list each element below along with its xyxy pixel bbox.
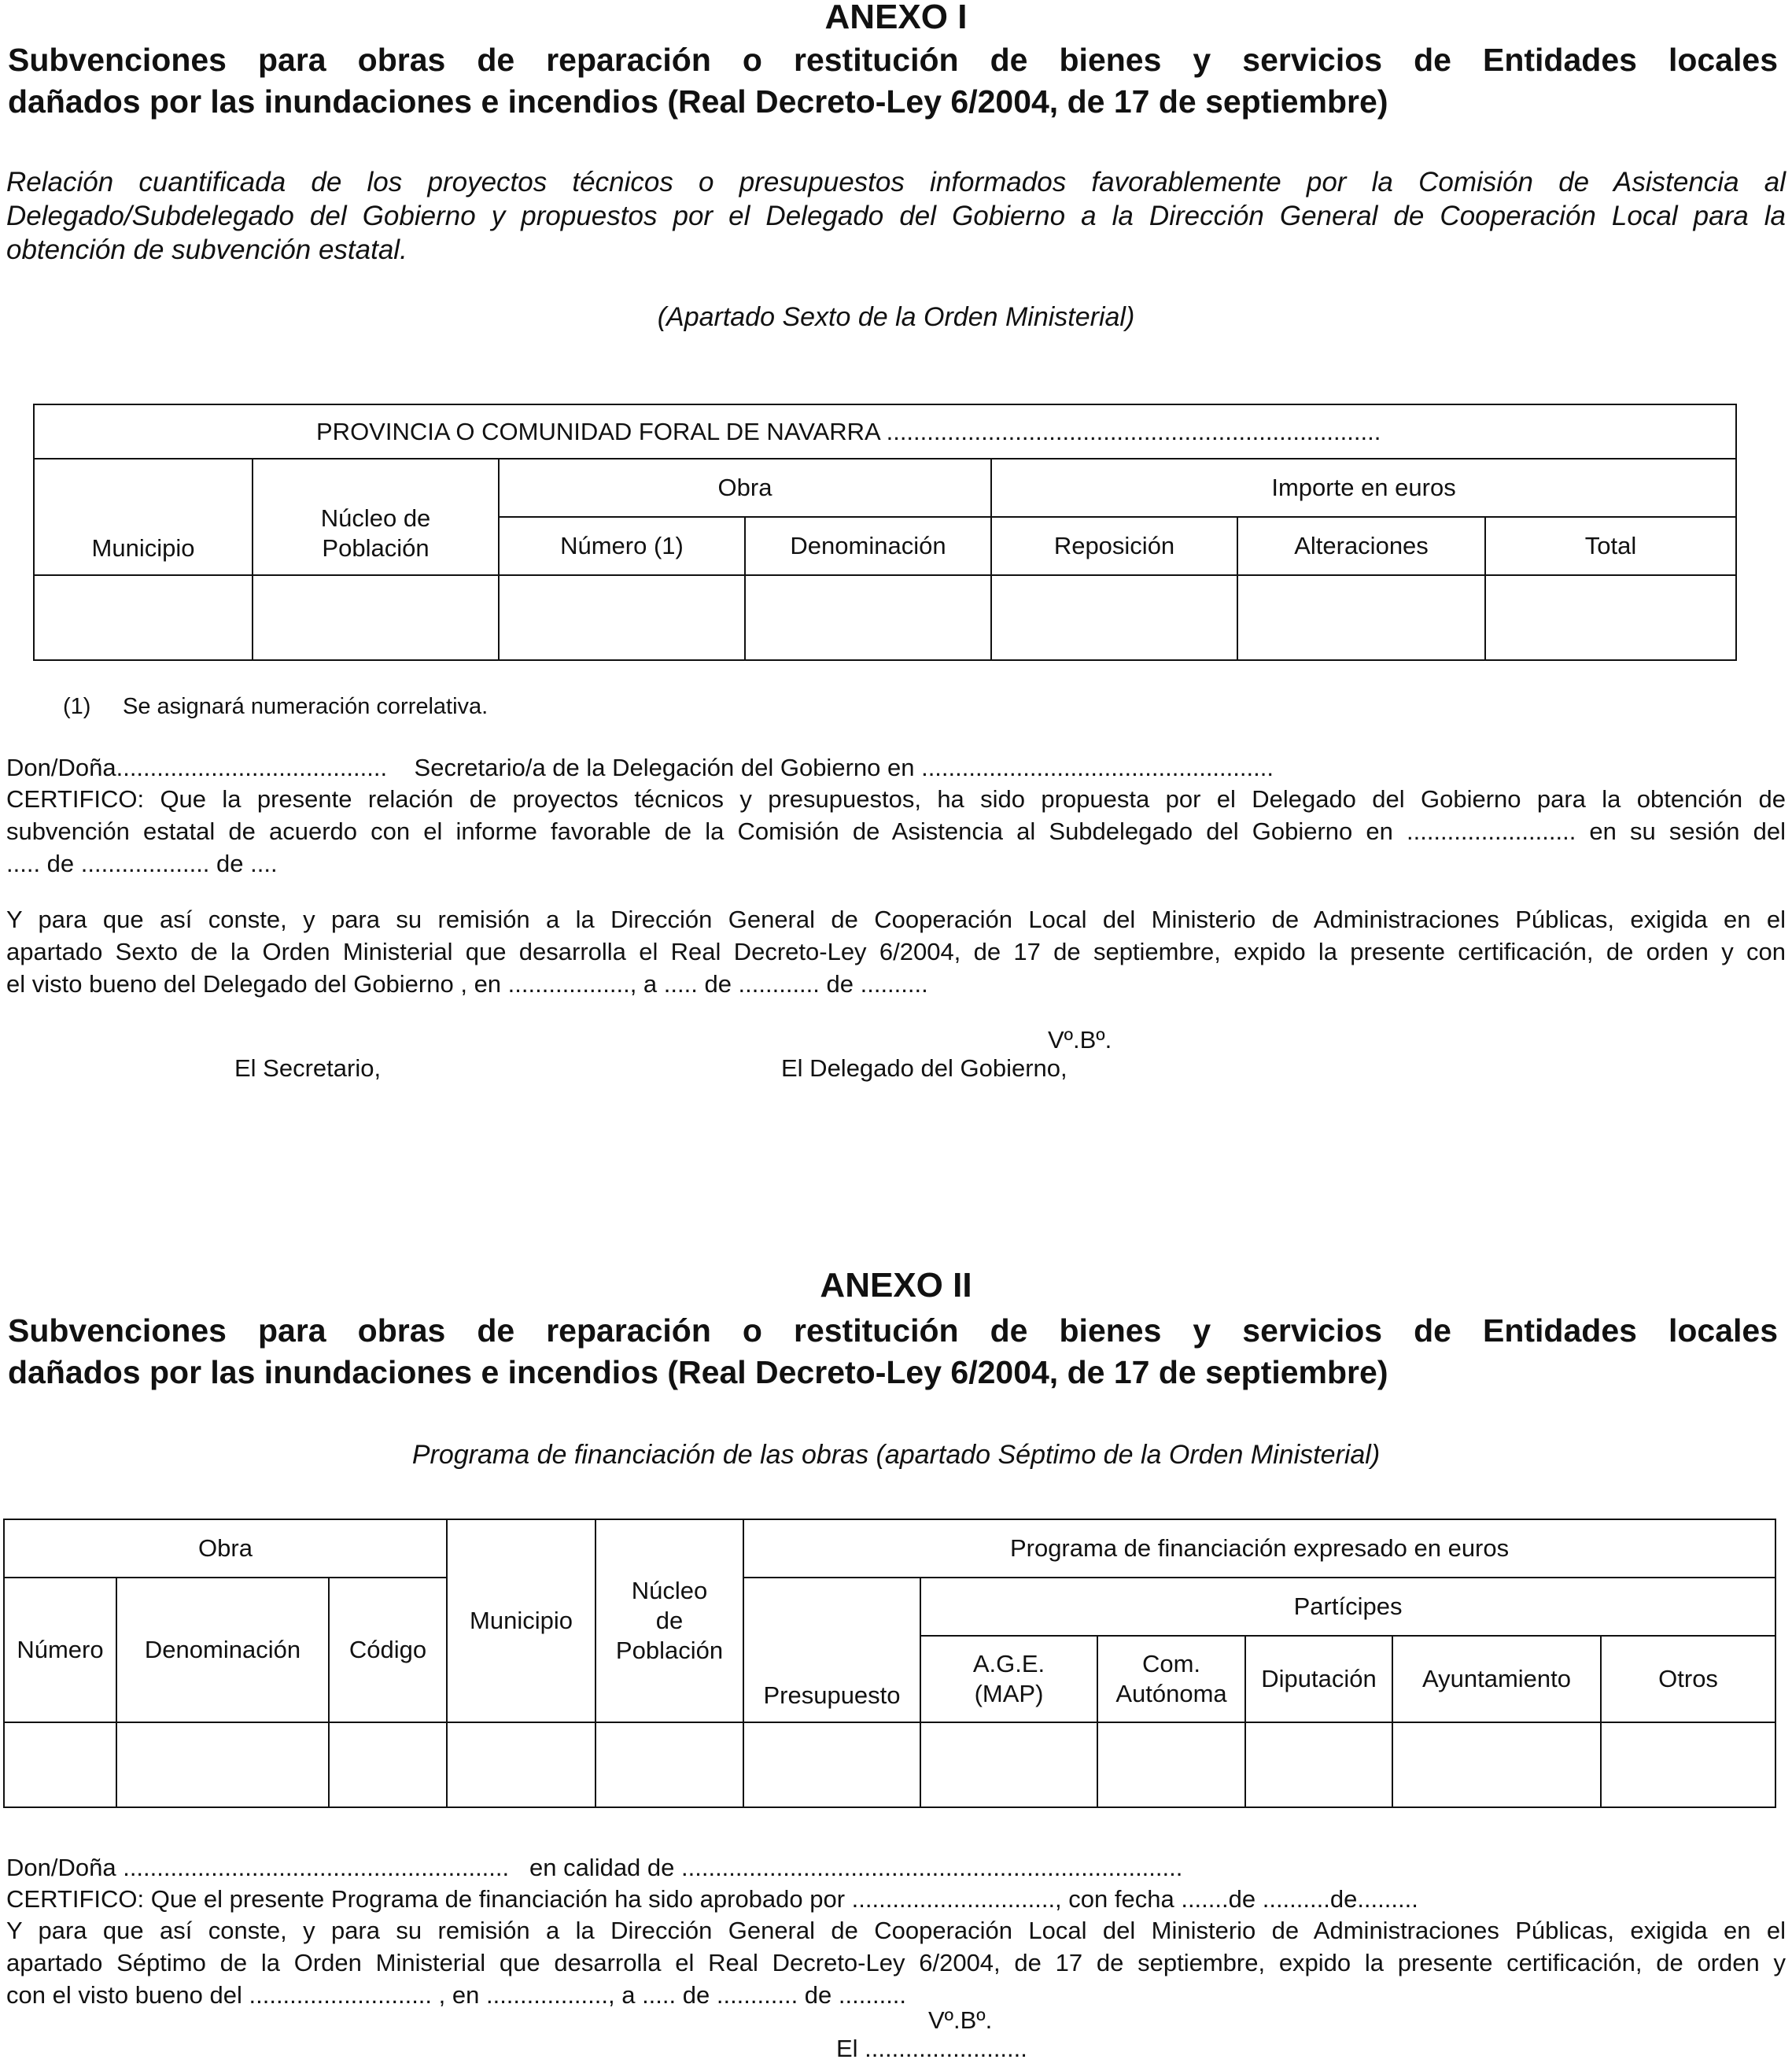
anexo-ii-title	[8, 1310, 1778, 1393]
col-nucleo: Núcleo de Población	[253, 459, 499, 575]
cert-line1: CERTIFICO: Que la presente relación de proyectos técnicos y presupuestos, ha sido propuesta por el Delegado del Gobierno para la obtención de	[6, 785, 1786, 813]
anexo-i-relacion	[6, 165, 1786, 267]
ii-ypara-line1: Y para que así conste, y para su remisión a la Dirección General de Cooperación Local del Ministerio de Administraciones Públicas, exigida en el	[6, 1917, 1786, 1944]
provincia-header: PROVINCIA O COMUNIDAD FORAL DE NAVARRA .........................................................................	[34, 404, 1736, 459]
col-total: Total	[1485, 517, 1736, 575]
anexo-i-don-line: Don/Doña........................................ Secretario/a de la Delegación del Gobierno en ....................................................	[6, 754, 1274, 781]
table-cell	[499, 575, 745, 660]
ypara-line1: Y para que así conste, y para su remisión a la Dirección General de Cooperación Local del Ministerio de Administraciones Públicas, exigida en el	[6, 906, 1786, 933]
anexo-i-vobo: Vº.Bº.	[1048, 1026, 1112, 1054]
anexo-i-title	[8, 39, 1778, 123]
table-cell	[1601, 1722, 1775, 1807]
anexo-ii-heading: ANEXO II	[820, 1266, 972, 1305]
table-cell	[1097, 1722, 1245, 1807]
col-codigo: Código	[329, 1578, 447, 1722]
table-cell	[447, 1722, 595, 1807]
ii-ypara-line3: con el visto bueno del ........................... , en .................., a ..... de ............ de ..........	[6, 1981, 907, 2009]
table-cell	[1237, 575, 1485, 660]
table-cell	[745, 575, 991, 660]
cert-line3: ..... de ................... de ....	[6, 850, 278, 877]
anexo-ii-certifico: CERTIFICO: Que el presente Programa de financiación ha sido aprobado por .............................., con fecha .......de ..........de.........	[6, 1885, 1418, 1913]
relacion-line1: Relación cuantificada de los proyectos técnicos o presupuestos informados favorablemente por la Comisión de Asistencia al	[6, 167, 1786, 197]
table-cell	[1392, 1722, 1601, 1807]
col-numero: Número	[4, 1578, 116, 1722]
footnote-text: Se asignará numeración correlativa.	[123, 694, 489, 719]
anexo-ii-vobo: Vº.Bº.	[928, 2006, 993, 2034]
col-obra: Obra	[4, 1519, 447, 1578]
table-cell	[991, 575, 1237, 660]
table-cell	[595, 1722, 743, 1807]
table-cell	[743, 1722, 920, 1807]
anexo-ii-don-line: Don/Doña ......................................................... en calidad de ..........................................................................	[6, 1854, 1183, 1881]
col-reposicion: Reposición	[991, 517, 1237, 575]
col-denominacion: Denominación	[745, 517, 991, 575]
col-municipio: Municipio	[447, 1519, 595, 1722]
col-com-autonoma: Com. Autónoma	[1097, 1636, 1245, 1722]
col-nucleo: Núcleo de Población	[595, 1519, 743, 1722]
table-cell	[329, 1722, 447, 1807]
col-denominacion: Denominación	[116, 1578, 329, 1722]
col-alteraciones: Alteraciones	[1237, 517, 1485, 575]
anexo-ii-programa: Programa de financiación de las obras (apartado Séptimo de la Orden Ministerial)	[411, 1440, 1381, 1470]
anexo-i-heading: ANEXO I	[824, 0, 968, 36]
col-importe: Importe en euros	[991, 459, 1736, 517]
relacion-line3: obtención de subvención estatal.	[6, 234, 407, 265]
col-presupuesto: Presupuesto	[743, 1578, 920, 1722]
anexo-ii-title-line2: dañados por las inundaciones e incendios (Real Decreto-Ley 6/2004, de 17 de septiembre)	[8, 1354, 1388, 1390]
secretario-signature: El Secretario,	[234, 1054, 382, 1082]
col-programa: Programa de financiación expresado en euros	[743, 1519, 1775, 1578]
relacion-line2: Delegado/Subdelegado del Gobierno y propuestos por el Delegado del Gobierno a la Dirección General de Cooperación Local para la	[6, 201, 1786, 231]
col-numero: Número (1)	[499, 517, 745, 575]
cert-line2: subvención estatal de acuerdo con el informe favorable de la Comisión de Asistencia al Subdelegado del Gobierno en ......................... en su sesión del	[6, 817, 1786, 845]
anexo-i-certifico	[6, 783, 1786, 880]
delegado-signature: El Delegado del Gobierno,	[781, 1054, 1067, 1082]
anexo-i-title-line2: dañados por las inundaciones e incendios (Real Decreto-Ley 6/2004, de 17 de septiembre)	[8, 83, 1388, 120]
table-cell	[253, 575, 499, 660]
col-age: A.G.E. (MAP)	[920, 1636, 1097, 1722]
footnote-number: (1)	[63, 694, 91, 719]
col-ayuntamiento: Ayuntamiento	[1392, 1636, 1601, 1722]
ypara-line2: apartado Sexto de la Orden Ministerial que desarrolla el Real Decreto-Ley 6/2004, de 17 de septiembre, expido la presente certificación, de orden y con	[6, 938, 1786, 965]
anexo-ii-title-line1: Subvenciones para obras de reparación o restitución de bienes y servicios de Entidades locales	[8, 1312, 1778, 1349]
ii-ypara-line2: apartado Séptimo de la Orden Ministerial que desarrolla el Real Decreto-Ley 6/2004, de 17 de septiembre, expido la presente certificación, de orden y	[6, 1949, 1786, 1976]
anexo-ii-el-line: El ........................	[836, 2035, 1027, 2062]
anexo-i-y-para	[6, 903, 1786, 1000]
anexo-i-title-line1: Subvenciones para obras de reparación o restitución de bienes y servicios de Entidades locales	[8, 42, 1778, 78]
table-cell	[34, 575, 253, 660]
col-participes: Partícipes	[920, 1578, 1775, 1636]
anexo-ii-table	[3, 1519, 1776, 1808]
anexo-i-table	[33, 404, 1737, 661]
table-cell	[4, 1722, 116, 1807]
table-cell	[1245, 1722, 1392, 1807]
table-cell	[920, 1722, 1097, 1807]
anexo-i-apartado: (Apartado Sexto de la Orden Ministerial)	[657, 302, 1135, 332]
col-otros: Otros	[1601, 1636, 1775, 1722]
col-obra: Obra	[499, 459, 991, 517]
ypara-line3: el visto bueno del Delegado del Gobierno , en .................., a ..... de ............ de ..........	[6, 970, 928, 998]
col-diputacion: Diputación	[1245, 1636, 1392, 1722]
col-municipio: Municipio	[34, 459, 253, 575]
table-cell	[116, 1722, 329, 1807]
anexo-ii-y-para	[6, 1914, 1786, 2011]
table-cell	[1485, 575, 1736, 660]
